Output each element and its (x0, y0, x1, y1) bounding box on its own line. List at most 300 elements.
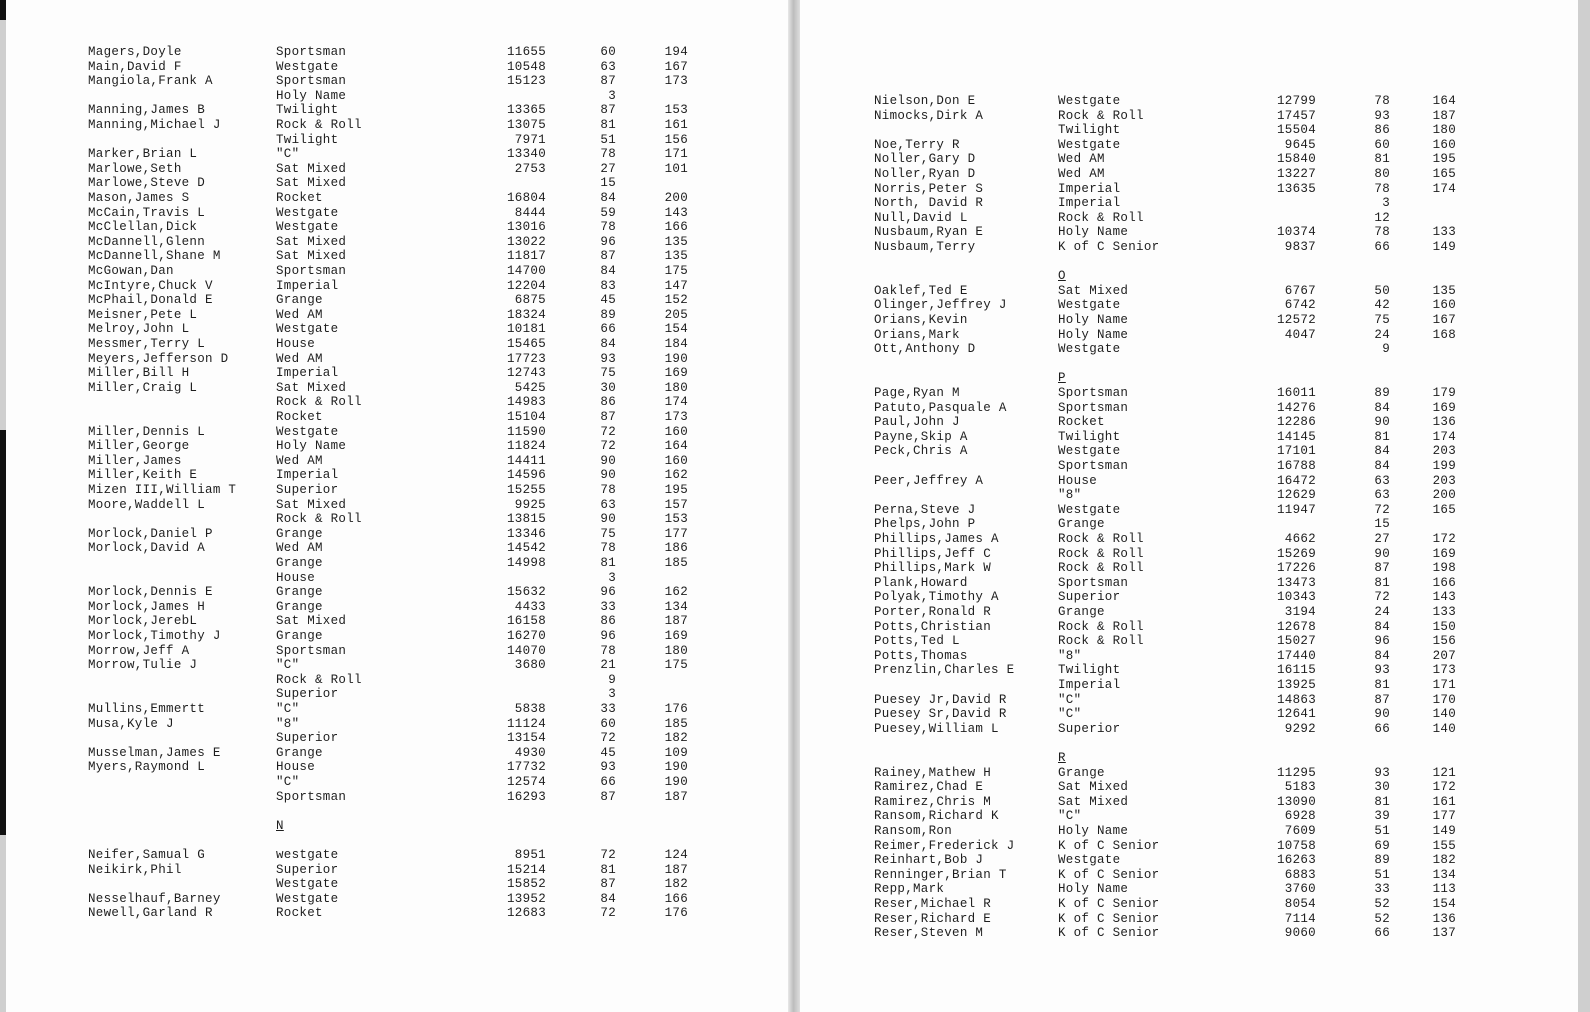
total-pins: 10374 (1276, 225, 1316, 240)
league-name: Westgate (276, 891, 339, 906)
roster-row (6, 410, 788, 425)
roster-row (6, 848, 788, 863)
league-name: K of C Senior (1058, 911, 1160, 926)
league-name: Rock & Roll (1058, 634, 1144, 649)
roster-row (6, 468, 788, 483)
league-name: Imperial (276, 468, 339, 483)
section-letter: O (1058, 269, 1066, 284)
bowler-name: Mullins,Emmertt (88, 702, 206, 716)
average-value: 182 (664, 731, 688, 746)
bowler-name: Morlock,Dennis E (88, 585, 213, 600)
roster-row (800, 882, 1578, 897)
roster-row (800, 620, 1578, 635)
league-name: Holy Name (1058, 824, 1129, 838)
average-value: 134 (1432, 867, 1456, 882)
games-count: 45 (600, 293, 616, 308)
games-count: 87 (1374, 561, 1390, 576)
games-count: 83 (600, 278, 616, 293)
bowler-name: Myers,Raymond L (88, 760, 206, 775)
league-name: Sat Mixed (276, 176, 347, 191)
games-count: 15 (600, 176, 616, 191)
average-value: 186 (664, 541, 688, 556)
league-name: Westgate (1058, 342, 1121, 357)
games-count: 3 (1382, 196, 1390, 211)
total-pins: 14863 (1276, 692, 1316, 707)
games-count: 96 (1374, 634, 1390, 649)
average-value: 165 (1432, 502, 1456, 517)
average-value: 200 (1432, 488, 1456, 503)
games-count: 75 (600, 526, 616, 541)
average-value: 161 (664, 118, 688, 132)
bowler-name: Puesey Jr,David R (874, 692, 1007, 707)
average-value: 176 (664, 702, 688, 716)
games-count: 9 (1382, 342, 1390, 357)
games-count: 60 (600, 716, 616, 731)
average-value: 194 (664, 45, 688, 59)
games-count: 96 (600, 585, 616, 600)
bowler-name: Olinger,Jeffrey J (874, 298, 1007, 313)
games-count: 52 (1374, 911, 1390, 926)
games-count: 86 (600, 395, 616, 410)
league-name: "C" (276, 147, 300, 162)
league-name: Imperial (276, 366, 339, 381)
roster-row (800, 503, 1578, 518)
league-name: Rock & Roll (1058, 546, 1144, 561)
average-value: 199 (1432, 459, 1456, 473)
total-pins: 5183 (1284, 780, 1316, 795)
average-value: 205 (664, 307, 688, 322)
bowler-name: Noe,Terry R (874, 137, 960, 152)
league-name: Rock & Roll (276, 512, 362, 527)
roster-row (6, 454, 788, 469)
bowler-name: Nusbaum,Ryan E (874, 225, 984, 240)
league-name: "C" (276, 658, 300, 673)
average-value: 174 (1432, 429, 1456, 444)
games-count: 90 (1374, 546, 1390, 561)
games-count: 33 (600, 599, 616, 614)
games-count: 66 (1374, 721, 1390, 736)
games-count: 93 (1374, 108, 1390, 123)
games-count: 51 (600, 132, 616, 147)
total-pins: 10548 (506, 59, 546, 74)
average-value: 175 (664, 658, 688, 673)
league-name: Westgate (1058, 444, 1121, 459)
bowler-name: Perna,Steve J (874, 502, 976, 517)
roster-row (6, 892, 788, 907)
games-count: 75 (600, 366, 616, 381)
roster-row (6, 147, 788, 162)
roster-row (800, 298, 1578, 313)
average-value: 160 (1432, 298, 1456, 313)
total-pins: 15214 (506, 862, 546, 877)
roster-row (800, 357, 1578, 372)
games-count: 63 (600, 59, 616, 74)
league-name: Westgate (1058, 298, 1121, 313)
bowler-name: Page,Ryan M (874, 386, 960, 400)
league-name: Holy Name (1058, 225, 1129, 240)
bowler-name: Reser,Steven M (874, 926, 984, 941)
average-value: 157 (664, 497, 688, 512)
total-pins: 13473 (1276, 575, 1316, 590)
league-name: westgate (276, 848, 339, 862)
league-name: Rocket (276, 410, 323, 424)
total-pins: 16158 (506, 614, 546, 629)
games-count: 12 (1374, 210, 1390, 225)
games-count: 33 (600, 702, 616, 716)
roster-row (800, 605, 1578, 620)
league-name: Sportsman (276, 74, 347, 89)
section-letter-row (800, 371, 1578, 386)
total-pins: 9292 (1284, 721, 1316, 736)
league-name: Grange (276, 599, 323, 614)
games-count: 33 (1374, 882, 1390, 897)
roster-row (800, 123, 1578, 138)
bowler-name: Noller,Gary D (874, 152, 976, 167)
section-letter-row (6, 819, 788, 834)
league-name: Superior (276, 731, 339, 746)
league-name: Rock & Roll (1058, 210, 1144, 225)
games-count: 50 (1374, 283, 1390, 298)
average-value: 173 (1432, 663, 1456, 678)
roster-row (6, 176, 788, 191)
total-pins: 2753 (514, 161, 546, 176)
bowler-name: Ransom,Richard K (874, 809, 999, 824)
total-pins: 14542 (506, 541, 546, 556)
games-count: 21 (600, 658, 616, 673)
bowler-name: Prenzlin,Charles E (874, 663, 1015, 678)
roster-row (800, 152, 1578, 167)
average-value: 155 (1432, 838, 1456, 853)
total-pins: 18324 (506, 307, 546, 322)
total-pins: 12678 (1276, 619, 1316, 634)
bowler-name: Peer,Jeffrey A (874, 473, 984, 488)
average-value: 152 (664, 293, 688, 308)
games-count: 3 (608, 687, 616, 702)
league-name: Wed AM (276, 351, 323, 366)
bowler-name: Ramirez,Chris M (874, 794, 992, 809)
total-pins: 9645 (1284, 137, 1316, 152)
bowler-name: Morlock,Timothy J (88, 629, 221, 643)
roster-row (800, 853, 1578, 868)
bowler-name: North, David R (874, 196, 984, 211)
league-name: Grange (276, 629, 323, 643)
bowler-name: Nielson,Don E (874, 94, 976, 108)
section-letter: P (1058, 371, 1066, 386)
total-pins: 6928 (1284, 809, 1316, 824)
roster-row (6, 264, 788, 279)
league-name: Sat Mixed (276, 234, 347, 249)
league-name: Imperial (1058, 196, 1121, 211)
average-value: 180 (664, 380, 688, 395)
games-count: 89 (1374, 853, 1390, 868)
league-name: Westgate (276, 205, 339, 220)
games-count: 63 (1374, 488, 1390, 503)
league-name: Superior (276, 483, 339, 497)
total-pins: 3760 (1284, 882, 1316, 897)
league-name: Sat Mixed (1058, 794, 1129, 809)
bowler-name: Peck,Chris A (874, 444, 968, 459)
roster-row (6, 804, 788, 819)
roster-row (6, 687, 788, 702)
roster-row (6, 249, 788, 264)
bowler-name: Payne,Skip A (874, 429, 968, 444)
games-count: 87 (600, 789, 616, 804)
average-value: 187 (664, 862, 688, 877)
games-count: 80 (1374, 167, 1390, 181)
games-count: 89 (1374, 386, 1390, 400)
total-pins: 16472 (1276, 473, 1316, 488)
league-name: Holy Name (1058, 313, 1129, 327)
average-value: 101 (664, 161, 688, 176)
roster-row (800, 736, 1578, 751)
league-name: Grange (276, 745, 323, 760)
average-value: 187 (664, 614, 688, 629)
league-name: Twilight (1058, 429, 1121, 444)
total-pins: 17457 (1276, 108, 1316, 123)
games-count: 27 (1374, 532, 1390, 546)
total-pins: 7114 (1284, 911, 1316, 926)
roster-row (6, 527, 788, 542)
total-pins: 4662 (1284, 532, 1316, 546)
games-count: 66 (600, 775, 616, 789)
league-name: Holy Name (1058, 327, 1129, 342)
games-count: 87 (1374, 692, 1390, 707)
games-count: 86 (600, 614, 616, 629)
roster-row (800, 255, 1578, 270)
average-value: 154 (664, 322, 688, 337)
games-count: 78 (600, 147, 616, 162)
bowler-name: Ott,Anthony D (874, 342, 976, 357)
average-value: 172 (1432, 532, 1456, 546)
roster-row (6, 425, 788, 440)
bowler-name: Paul,John J (874, 415, 960, 430)
bowler-name: Neikirk,Phil (88, 862, 182, 877)
bowler-name: Phillips,James A (874, 532, 999, 546)
total-pins: 16115 (1276, 663, 1316, 678)
roster-row (800, 94, 1578, 109)
bowler-name: Miller,Craig L (88, 380, 198, 395)
roster-row (800, 707, 1578, 722)
bowler-name: Main,David F (88, 59, 182, 74)
league-name: Sportsman (276, 45, 347, 59)
league-name: Superior (1058, 590, 1121, 605)
bowler-name: Miller,Bill H (88, 366, 190, 381)
average-value: 153 (664, 103, 688, 118)
roster-row (6, 731, 788, 746)
roster-row (6, 629, 788, 644)
games-count: 15 (1374, 517, 1390, 532)
league-name: Sportsman (1058, 400, 1129, 415)
average-value: 153 (664, 512, 688, 527)
total-pins: 13346 (506, 526, 546, 541)
average-value: 135 (664, 249, 688, 264)
league-name: Twilight (276, 132, 339, 147)
roster-row (800, 211, 1578, 226)
average-value: 167 (664, 59, 688, 74)
games-count: 84 (600, 191, 616, 205)
games-count: 87 (600, 249, 616, 264)
roster-row (6, 614, 788, 629)
league-name: "C" (1058, 692, 1082, 707)
roster-row (800, 386, 1578, 401)
games-count: 81 (600, 862, 616, 877)
total-pins: 16011 (1276, 386, 1316, 400)
games-count: 52 (1374, 897, 1390, 911)
games-count: 66 (1374, 926, 1390, 941)
roster-row (800, 532, 1578, 547)
league-name: Westgate (276, 877, 339, 892)
roster-row (800, 342, 1578, 357)
roster-row (6, 877, 788, 892)
roster-row (800, 926, 1578, 941)
total-pins: 8054 (1284, 897, 1316, 911)
league-name: Holy Name (1058, 882, 1129, 897)
average-value: 133 (1432, 605, 1456, 619)
average-value: 169 (664, 366, 688, 381)
roster-row (6, 498, 788, 513)
league-name: Sat Mixed (276, 380, 347, 395)
average-value: 113 (1432, 882, 1456, 897)
roster-row (6, 790, 788, 805)
total-pins: 13815 (506, 512, 546, 527)
average-value: 135 (664, 234, 688, 249)
average-value: 173 (664, 410, 688, 424)
league-name: Rock & Roll (276, 118, 362, 132)
roster-row (800, 415, 1578, 430)
bowler-name: Phelps,John P (874, 517, 976, 532)
roster-row (6, 89, 788, 104)
section-letter-row (800, 269, 1578, 284)
league-name: "8" (1058, 648, 1082, 663)
roster-row (800, 488, 1578, 503)
total-pins: 12286 (1276, 415, 1316, 430)
games-count: 90 (600, 453, 616, 468)
bowler-name: Morrow,Tulie J (88, 658, 198, 673)
league-name: Superior (1058, 721, 1121, 736)
games-count: 90 (1374, 707, 1390, 722)
games-count: 24 (1374, 605, 1390, 619)
games-count: 51 (1374, 824, 1390, 838)
league-name: Sat Mixed (276, 497, 347, 512)
league-name: Sportsman (276, 789, 347, 804)
average-value: 190 (664, 351, 688, 366)
league-name: House (1058, 473, 1098, 488)
bowler-name: Morlock,Daniel P (88, 526, 213, 541)
total-pins: 13365 (506, 103, 546, 118)
average-value: 166 (1432, 575, 1456, 590)
games-count: 42 (1374, 298, 1390, 313)
average-value: 169 (1432, 546, 1456, 561)
games-count: 87 (600, 103, 616, 118)
bowler-name: McCain,Travis L (88, 205, 206, 220)
total-pins: 14998 (506, 556, 546, 570)
roster-row (800, 459, 1578, 474)
roster-row (6, 541, 788, 556)
total-pins: 11655 (506, 45, 546, 59)
total-pins: 11124 (506, 716, 546, 731)
games-count: 90 (600, 468, 616, 483)
league-name: K of C Senior (1058, 867, 1160, 882)
roster-row (6, 717, 788, 732)
average-value: 149 (1432, 824, 1456, 838)
average-value: 170 (1432, 692, 1456, 707)
league-name: Grange (1058, 605, 1105, 619)
total-pins: 13090 (1276, 794, 1316, 809)
roster-row (6, 702, 788, 717)
games-count: 72 (600, 424, 616, 439)
total-pins: 13154 (506, 731, 546, 746)
league-name: Westgate (276, 322, 339, 337)
games-count: 3 (608, 570, 616, 585)
average-value: 167 (1432, 313, 1456, 327)
roster-row (800, 328, 1578, 343)
total-pins: 6875 (514, 293, 546, 308)
bowler-name: Musa,Kyle J (88, 716, 174, 731)
average-value: 180 (664, 643, 688, 658)
games-count: 60 (600, 45, 616, 59)
games-count: 81 (1374, 794, 1390, 809)
roster-row (6, 191, 788, 206)
total-pins: 10343 (1276, 590, 1316, 605)
bowler-name: Oaklef,Ted E (874, 283, 968, 298)
league-name: Rock & Roll (276, 672, 362, 687)
roster-row (800, 284, 1578, 299)
games-count: 93 (600, 351, 616, 366)
bowler-name: Meyers,Jefferson D (88, 351, 229, 366)
roster-row (6, 293, 788, 308)
league-name: House (276, 570, 316, 585)
total-pins: 14983 (506, 395, 546, 410)
total-pins: 6883 (1284, 867, 1316, 882)
roster-row (800, 809, 1578, 824)
average-value: 187 (664, 789, 688, 804)
bowler-name: Magers,Doyle (88, 45, 182, 59)
league-name: Imperial (276, 278, 339, 293)
average-value: 195 (664, 483, 688, 497)
roster-row (6, 381, 788, 396)
roster-row (800, 547, 1578, 562)
total-pins: 13340 (506, 147, 546, 162)
average-value: 162 (664, 468, 688, 483)
bowler-name: Nesselhauf,Barney (88, 891, 221, 906)
league-name: "C" (1058, 809, 1082, 824)
total-pins: 13016 (506, 220, 546, 235)
league-name: Rock & Roll (276, 395, 362, 410)
roster-row (6, 512, 788, 527)
total-pins: 16804 (506, 191, 546, 205)
league-name: Grange (276, 293, 323, 308)
games-count: 87 (600, 74, 616, 89)
roster-row (6, 760, 788, 775)
bowler-name: Morrow,Jeff A (88, 643, 190, 658)
right-page-roster (800, 0, 1578, 1012)
total-pins: 13952 (506, 891, 546, 906)
bowler-name: Miller,George (88, 439, 190, 454)
league-name: Sat Mixed (276, 614, 347, 629)
league-name: Rock & Roll (1058, 532, 1144, 546)
bowler-name: Miller,Keith E (88, 468, 198, 483)
bowler-name: Manning,James B (88, 103, 206, 118)
league-name: "C" (1058, 707, 1082, 722)
average-value: 184 (664, 337, 688, 351)
games-count: 66 (600, 322, 616, 337)
games-count: 90 (1374, 415, 1390, 430)
average-value: 174 (664, 395, 688, 410)
league-name: Twilight (276, 103, 339, 118)
games-count: 9 (608, 672, 616, 687)
bowler-name: Plank,Howard (874, 575, 968, 590)
games-count: 72 (600, 731, 616, 746)
